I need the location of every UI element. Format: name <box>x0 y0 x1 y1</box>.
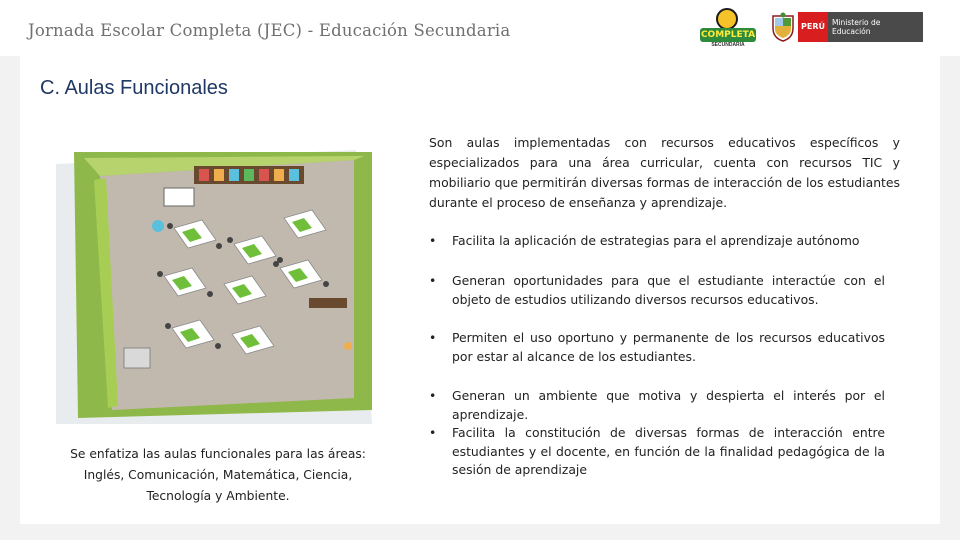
jec-logo <box>700 8 756 48</box>
bullet-item: • Generan oportunidades para que el estudiante interactúe con el objeto de estudios utilizando diversos recursos educativos. <box>429 272 885 309</box>
sun-icon <box>716 8 738 30</box>
intro-paragraph: Son aulas implementadas con recursos educativos específicos y especializados para una área curricular, cuenta con recursos TIC y mobiliario que permitirán diversas formas de interacción de los estudiantes durante el proceso de enseñanza y aprendizaje. <box>429 135 900 210</box>
bullet-item: • Permiten el uso oportuno y permanente de los recursos educativos por estar al alcance de los estudiantes. <box>429 329 885 366</box>
ministry-logo <box>798 12 923 42</box>
classroom-illustration <box>54 148 376 424</box>
section-title: C. Aulas Funcionales <box>40 77 228 99</box>
jec-logo-text: COMPLETA <box>700 30 756 40</box>
bullet-list-2 <box>429 272 885 309</box>
header-title: Jornada Escolar Completa (JEC) - Educación Secundaria <box>28 21 511 40</box>
ministry-label: Ministerio de Educación <box>828 12 923 42</box>
header-bar <box>0 0 960 56</box>
bullet-list-3 <box>429 329 885 366</box>
bullet-list-4 <box>429 387 885 480</box>
bullet-item: • Facilita la aplicación de estrategias para el aprendizaje autónomo <box>429 232 885 251</box>
peru-label: PERÚ <box>798 12 828 42</box>
bullet-item: • Generan un ambiente que motiva y despierta el interés por el aprendizaje. <box>429 387 885 424</box>
illustration-caption: Se enfatiza las aulas funcionales para las áreas: Inglés, Comunicación, Matemática, Ciencia, Tecnología y Ambiente. <box>70 447 366 503</box>
jec-logo-subtext: SECUNDARIA <box>711 42 745 48</box>
bullet-item: • Facilita la constitución de diversas formas de interacción entre estudiantes y el docente, en función de la finalidad pedagógica de la sesión de aprendizaje <box>429 424 885 480</box>
bullet-list-1 <box>429 232 885 251</box>
coat-of-arms-icon <box>770 12 796 42</box>
